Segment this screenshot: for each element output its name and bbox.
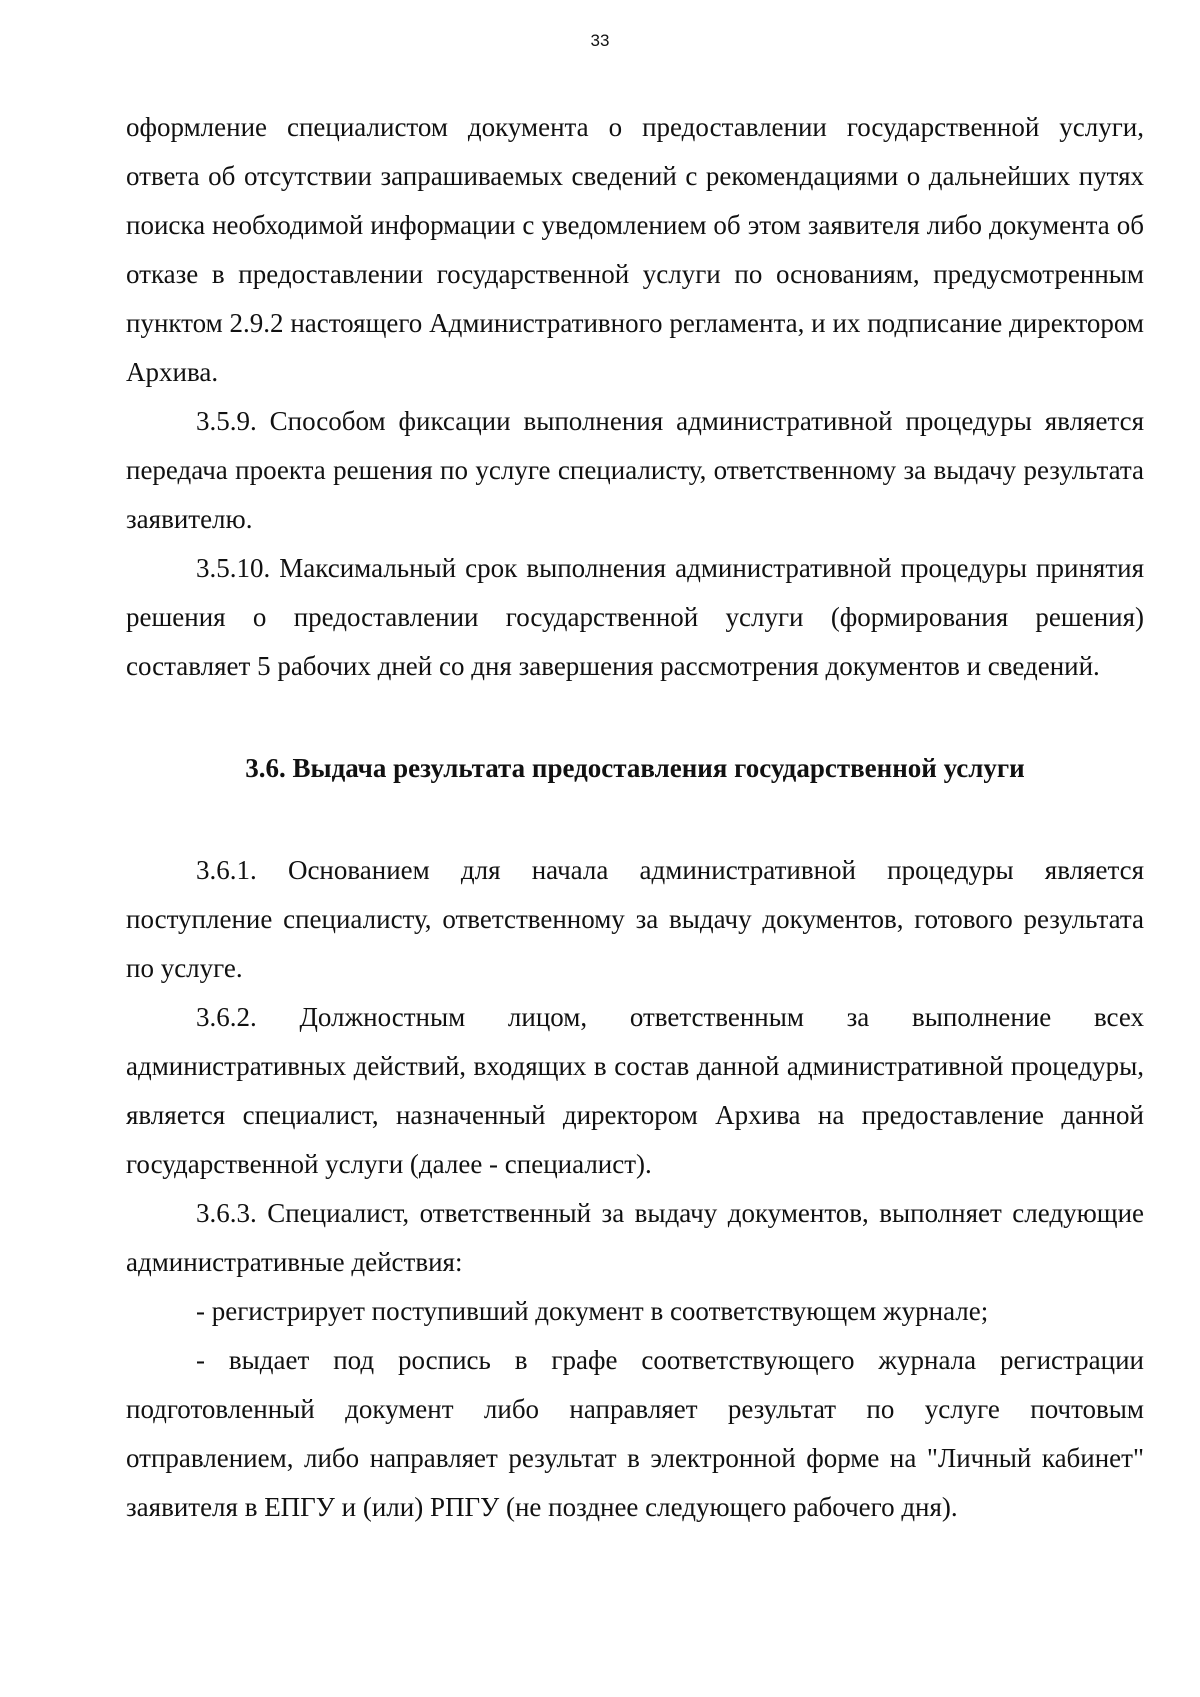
- paragraph-3-6-1: 3.6.1. Основанием для начала административной процедуры является поступление специалисту, ответственному за выдачу документов, готового результата по услуге.: [126, 855, 1144, 983]
- paragraph-continuation: оформление специалистом документа о предоставлении государственной услуги, ответа об отсутствии запрашиваемых сведений с рекомендациями о дальнейших путях поиска необходимой информации с уведомлением об этом заявителя либо документа об отказе в предоставлении государственной услуги по основаниям, предусмотренным пунктом 2.9.2 настоящего Административного регламента, и их подписание директором Архива.: [126, 112, 1144, 387]
- paragraph-3-6-2: 3.6.2. Должностным лицом, ответственным за выполнение всех административных действий, входящих в состав данной административной процедуры, является специалист, назначенный директором Архива на предоставление данной государственной услуги (далее - специалист).: [126, 1002, 1144, 1179]
- section-heading-3-6: 3.6. Выдача результата предоставления государственной услуги: [245, 753, 1025, 783]
- page-number: 33: [590, 31, 610, 50]
- list-item-issue: - выдает под роспись в графе соответствующего журнала регистрации подготовленный документ либо направляет результат по услуге почтовым отправлением, либо направляет результат в электронной форме на "Личный кабинет" заявителя в ЕПГУ и (или) РПГУ (не позднее следующего рабочего дня).: [126, 1345, 1144, 1522]
- page-content: [126, 103, 1144, 1532]
- paragraph-3-5-9: 3.5.9. Способом фиксации выполнения административной процедуры является передача проекта решения по услуге специалисту, ответственному за выдачу результата заявителю.: [126, 406, 1144, 534]
- paragraph-3-6-3: 3.6.3. Специалист, ответственный за выдачу документов, выполняет следующие административные действия:: [126, 1198, 1144, 1277]
- paragraph-3-5-10: 3.5.10. Максимальный срок выполнения административной процедуры принятия решения о предоставлении государственной услуги (формирования решения) составляет 5 рабочих дней со дня завершения рассмотрения документов и сведений.: [126, 553, 1144, 681]
- list-item-register: - регистрирует поступивший документ в соответствующем журнале;: [196, 1296, 989, 1326]
